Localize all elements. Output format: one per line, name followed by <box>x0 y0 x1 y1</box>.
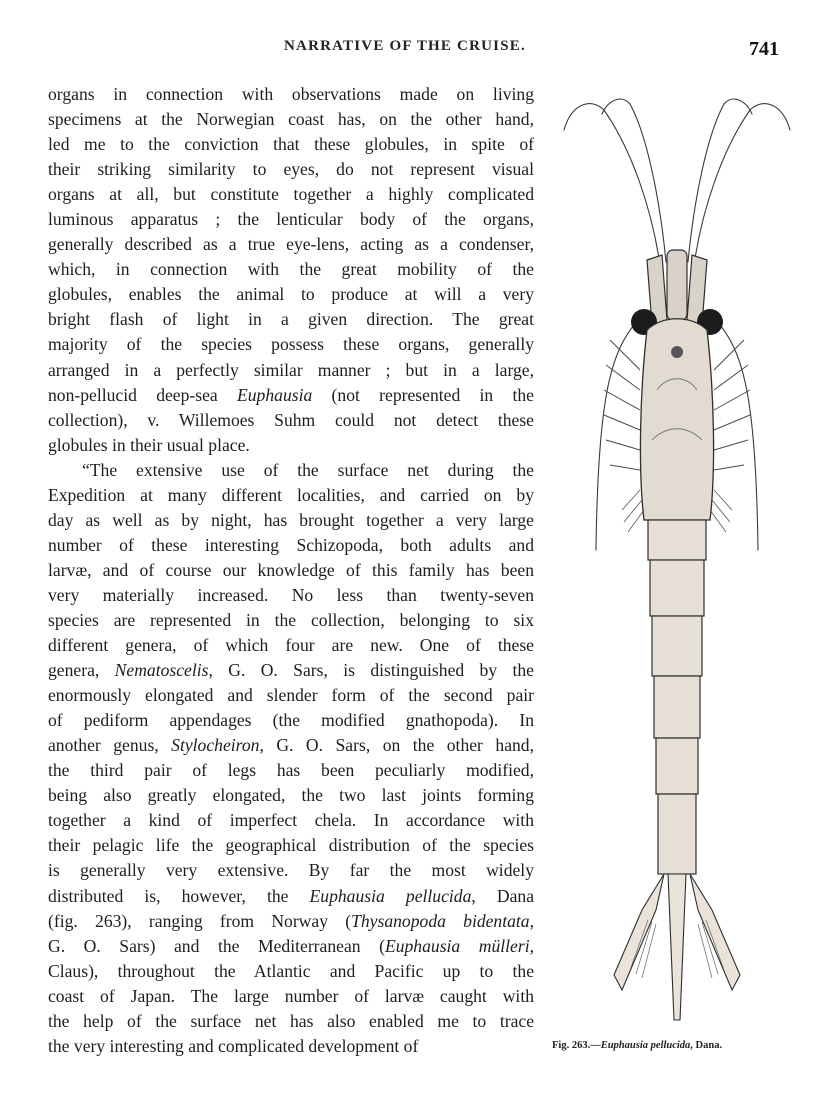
text-line <box>48 884 534 909</box>
text-segment: (fig. 263), ranging from Norway ( <box>48 910 352 931</box>
antenna-right-inner <box>688 99 752 262</box>
text-segment: , Dana <box>471 885 535 906</box>
text-segment: non-pellucid deep-sea <box>48 384 238 405</box>
italic-term: Stylocheiron <box>171 735 260 756</box>
text-line: Claus), throughout the Atlantic and Pacific up to the <box>48 960 534 981</box>
fringe-right <box>710 490 732 532</box>
text-line: organs at all, but constitute together a highly complicated <box>48 184 534 205</box>
text-line: bright flash of light in a given direction. The great <box>48 309 534 330</box>
text-line: arranged in a perfectly similar manner ; but in a large, <box>48 359 534 380</box>
antenna-right-outer <box>694 104 790 265</box>
page-number: 741 <box>749 38 779 60</box>
text-line: the help of the surface net has also enabled me to trace <box>48 1010 534 1031</box>
appendage-right-long <box>716 320 758 550</box>
text-line <box>48 934 534 959</box>
rostrum <box>667 250 687 320</box>
text-line: very materially increased. No less than twenty-seven <box>48 584 534 605</box>
abdomen-segment-3 <box>652 616 702 676</box>
text-line: is generally very extensive. By far the most widely <box>48 860 534 881</box>
fringe-left <box>622 490 644 532</box>
text-segment: distributed is, however, the <box>48 885 310 906</box>
text-line: the very interesting and complicated development of <box>48 1035 419 1056</box>
abdomen-segment-2 <box>650 560 704 616</box>
body-text <box>48 82 534 1059</box>
abdomen-segment-5 <box>656 738 698 794</box>
text-segment: another genus, <box>48 735 172 756</box>
text-line: together a kind of imperfect chela. In accordance with <box>48 810 534 831</box>
text-segment: (not represented in the <box>312 384 534 405</box>
italic-term: Nematoscelis <box>114 660 209 681</box>
text-segment: , G. O. Sars, is distinguished by the <box>208 660 534 681</box>
text-line: which, in connection with the great mobility of the <box>48 259 534 280</box>
legs-right <box>714 340 750 470</box>
text-segment: genera, <box>48 660 115 681</box>
text-segment: , G. O. Sars, on the other hand, <box>259 735 534 756</box>
text-line: day as well as by night, has brought together a very large <box>48 509 534 530</box>
text-line: globules in their usual place. <box>48 434 250 455</box>
text-line: “The extensive use of the surface net during the <box>82 459 534 480</box>
text-line: generally described as a true eye-lens, acting as a condenser, <box>48 234 534 255</box>
text-line <box>48 733 534 758</box>
carapace-spot <box>671 346 683 358</box>
italic-term: Thysanopoda bidentata <box>351 910 530 931</box>
antenna-left-outer <box>564 104 660 265</box>
text-line: organs in connection with observations made on living <box>48 84 534 104</box>
text-line: larvæ, and of course our knowledge of this family has been <box>48 559 534 580</box>
text-line: their striking similarity to eyes, do not represent visual <box>48 159 534 180</box>
text-line: luminous apparatus ; the lenticular body of the organs, <box>48 209 534 230</box>
text-line <box>48 909 534 934</box>
text-segment: , <box>529 935 535 956</box>
antenna-left-inner <box>602 99 666 262</box>
text-line <box>48 383 534 408</box>
abdomen-segment-6 <box>658 794 696 874</box>
text-line: majority of the species possess these organs, generally <box>48 334 534 355</box>
text-line: species are represented in the collection, belonging to six <box>48 609 534 630</box>
caption-prefix: Fig. 263.— <box>552 1040 601 1051</box>
text-segment: , <box>529 910 535 931</box>
italic-term: Euphausia pellucida <box>309 885 472 906</box>
text-line: enormously elongated and slender form of the second pair <box>48 685 534 706</box>
caption-species: Euphausia pellucida <box>600 1040 691 1051</box>
text-line: coast of Japan. The large number of larvæ caught with <box>48 985 534 1006</box>
text-segment: G. O. Sars) and the Mediterranean ( <box>48 935 385 956</box>
legs-left <box>604 340 640 470</box>
abdomen-segment-4 <box>654 676 700 738</box>
uropod-right <box>690 874 740 990</box>
text-line: number of these interesting Schizopoda, both adults and <box>48 534 534 555</box>
running-title: NARRATIVE OF THE CRUISE. <box>284 38 526 54</box>
text-line: specimens at the Norwegian coast has, on the other hand, <box>48 109 534 130</box>
text-line: Expedition at many different localities, and carried on by <box>48 484 534 505</box>
text-line: of pediform appendages (the modified gnathopoda). In <box>48 710 534 731</box>
appendage-left-long <box>596 320 638 550</box>
text-line: their pelagic life the geographical distribution of the species <box>48 835 534 856</box>
italic-term: Euphausia <box>237 384 313 405</box>
telson <box>668 874 686 1020</box>
text-line: globules, enables the animal to produce at will a very <box>48 284 534 305</box>
caption-author: , Dana. <box>690 1040 723 1051</box>
text-line: led me to the conviction that these globules, in spite of <box>48 134 534 155</box>
text-line <box>48 658 534 683</box>
text-line: collection), v. Willemoes Suhm could not detect these <box>48 409 534 430</box>
uropod-left <box>614 874 664 990</box>
figure-263 <box>552 90 802 1030</box>
figure-caption <box>552 1040 812 1051</box>
euphausia-illustration <box>552 90 802 1030</box>
italic-term: Euphausia mülleri <box>384 935 530 956</box>
text-line: different genera, of which four are new. One of these <box>48 635 534 656</box>
text-line: the third pair of legs has been peculiarly modified, <box>48 760 534 781</box>
text-line: being also greatly elongated, the two last joints forming <box>48 785 534 806</box>
abdomen-segment-1 <box>648 520 706 560</box>
